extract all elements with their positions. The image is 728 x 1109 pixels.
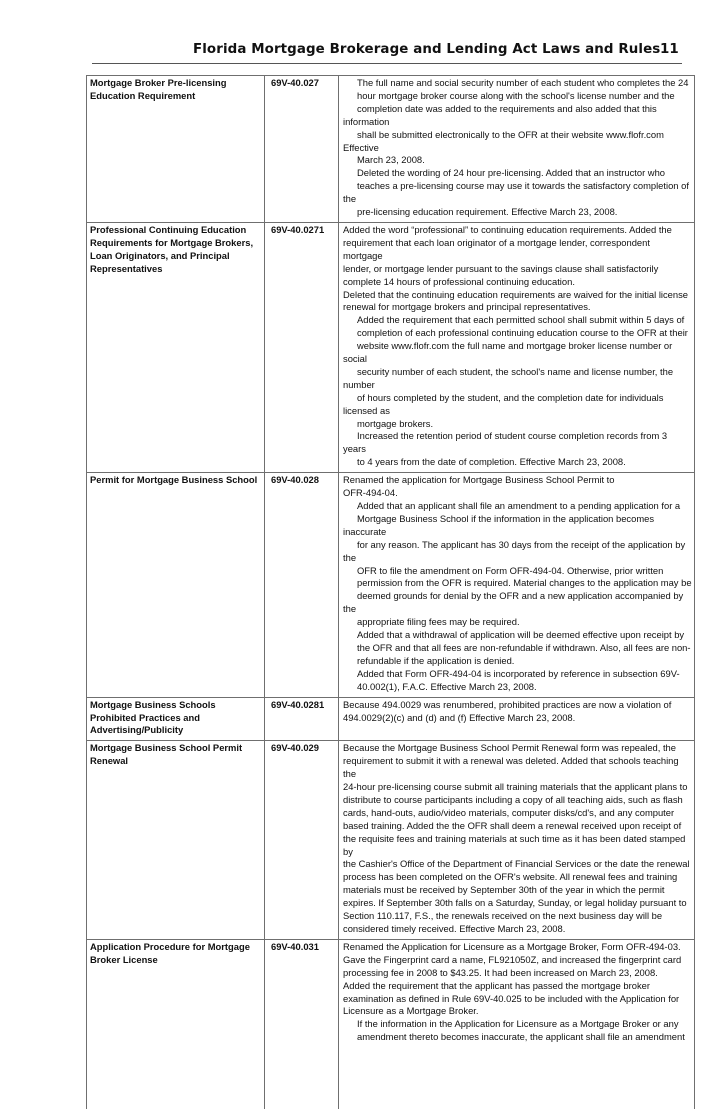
summary-line: deemed grounds for denial by the OFR and a new application accompanied by the: [343, 590, 692, 616]
rule-summary: [339, 939, 695, 1109]
rule-summary: [339, 741, 695, 940]
summary-line: the Cashier's Office of the Department of Financial Services or the date the renewal: [343, 858, 692, 871]
summary-line: completion date was added to the requirements and also added that this information: [343, 103, 692, 129]
summary-line: The full name and social security number of each student who completes the 24: [343, 77, 692, 90]
rule-number: 69V-40.0271: [265, 222, 339, 472]
rule-number: 69V-40.0281: [265, 697, 339, 741]
summary-line: complete 14 hours of professional continuing education.: [343, 276, 692, 289]
summary-line: materials must be received by September 30th of the year in which the permit: [343, 884, 692, 897]
rule-title-line: Permit for Mortgage Business School: [90, 474, 261, 487]
rule-number: 69V-40.029: [265, 741, 339, 940]
summary-line: to 4 years from the date of completion. Effective March 23, 2008.: [343, 456, 692, 469]
rule-summary: [339, 473, 695, 697]
summary-line: distribute to course participants including a copy of all teaching aids, such as flash: [343, 794, 692, 807]
summary-line: based training. Added the the OFR shall deem a renewal received upon receipt of: [343, 820, 692, 833]
summary-line: Mortgage Business School if the information in the application becomes inaccurate: [343, 513, 692, 539]
summary-paragraph: [343, 941, 692, 980]
rule-summary: [339, 222, 695, 472]
rule-title-line: Advertising/Publicity: [90, 724, 261, 737]
summary-line: Added the requirement that each permitted school shall submit within 5 days of: [343, 314, 692, 327]
summary-line: shall be submitted electronically to the OFR at their website www.flofr.com Effective: [343, 129, 692, 155]
rule-summary: [339, 76, 695, 223]
summary-line: Because 494.0029 was renumbered, prohibited practices are now a violation of: [343, 699, 692, 712]
summary-line: pre-licensing education requirement. Effective March 23, 2008.: [343, 206, 692, 219]
rule-title-line: Renewal: [90, 755, 261, 768]
summary-line: Licensure as a Mortgage Broker.: [343, 1005, 692, 1018]
rules-table-body: [87, 76, 695, 1109]
rule-number: 69V-40.031: [265, 939, 339, 1109]
rule-row: [87, 697, 695, 741]
summary-line: Added the word “professional” to continuing education requirements. Added the: [343, 224, 692, 237]
summary-line: OFR to file the amendment on Form OFR-494-04. Otherwise, prior written: [343, 565, 692, 578]
summary-line: the OFR and that all fees are non-refundable if withdrawn. Also, all fees are non-: [343, 642, 692, 655]
rule-summary: [339, 697, 695, 741]
summary-line: mortgage brokers.: [343, 418, 692, 431]
rule-row: [87, 741, 695, 940]
rules-summary-table: [86, 75, 695, 1109]
rule-number: 69V-40.028: [265, 473, 339, 697]
summary-line: teaches a pre-licensing course may use it towards the satisfactory completion of the: [343, 180, 692, 206]
summary-line: 40.002(1), F.A.C. Effective March 23, 2008.: [343, 681, 692, 694]
summary-paragraph: [343, 500, 692, 629]
summary-line: 494.0029(2)(c) and (d) and (f) Effective March 23, 2008.: [343, 712, 692, 725]
summary-paragraph: [343, 314, 692, 430]
rule-row: [87, 222, 695, 472]
summary-line: processing fee in 2008 to $43.25. It had been increased on March 23, 2008.: [343, 967, 692, 980]
summary-line: amendment thereto becomes inaccurate, the applicant shall file an amendment: [343, 1031, 692, 1044]
summary-line: completion of each professional continuing education course to the OFR at their: [343, 327, 692, 340]
summary-line: Increased the retention period of student course completion records from 3 years: [343, 430, 692, 456]
rule-row: [87, 76, 695, 223]
rule-title-line: Application Procedure for Mortgage: [90, 941, 261, 954]
rule-title-line: Mortgage Broker Pre-licensing: [90, 77, 261, 90]
summary-paragraph: [343, 1018, 692, 1044]
rule-title: [87, 697, 265, 741]
summary-line: Deleted the wording of 24 hour pre-licensing. Added that an instructor who: [343, 167, 692, 180]
page-header: [0, 42, 728, 64]
summary-line: security number of each student, the school's name and license number, the number: [343, 366, 692, 392]
rule-title: [87, 76, 265, 223]
summary-line: Renamed the application for Mortgage Business School Permit to: [343, 474, 692, 487]
summary-paragraph: [343, 629, 692, 668]
summary-paragraph: [343, 289, 692, 315]
summary-line: If the information in the Application for Licensure as a Mortgage Broker or any: [343, 1018, 692, 1031]
summary-line: cards, hand-outs, audio/video materials, computer disks/cd's, and any computer: [343, 807, 692, 820]
rule-title-line: Education Requirement: [90, 90, 261, 103]
summary-line: Section 110.117, F.S., the renewals received on the next business day will be: [343, 910, 692, 923]
rule-number: 69V-40.027: [265, 76, 339, 223]
summary-line: Gave the Fingerprint card a name, FL921050Z, and increased the fingerprint card: [343, 954, 692, 967]
summary-line: of hours completed by the student, and the completion date for individuals licensed as: [343, 392, 692, 418]
rule-title-line: Mortgage Business School Permit: [90, 742, 261, 755]
summary-paragraph: [343, 77, 692, 167]
rule-title-line: Professional Continuing Education: [90, 224, 261, 237]
rule-title-line: Requirements for Mortgage Brokers,: [90, 237, 261, 250]
summary-line: Added that a withdrawal of application will be deemed effective upon receipt by: [343, 629, 692, 642]
summary-line: 24-hour pre-licensing course submit all training materials that the applicant plans to: [343, 781, 692, 794]
summary-line: for any reason. The applicant has 30 days from the receipt of the application by the: [343, 539, 692, 565]
summary-paragraph: [343, 430, 692, 469]
summary-paragraph: [343, 474, 692, 500]
page-number: 11: [660, 42, 679, 57]
summary-line: requirement to submit it with a renewal was deleted. Added that schools teaching the: [343, 755, 692, 781]
rule-title-line: Broker License: [90, 954, 261, 967]
summary-line: Because the Mortgage Business School Permit Renewal form was repealed, the: [343, 742, 692, 755]
summary-line: OFR-494-04.: [343, 487, 692, 500]
page-title: Florida Mortgage Brokerage and Lending Act Laws and Rules: [193, 42, 660, 57]
summary-line: Added that an applicant shall file an amendment to a pending application for a: [343, 500, 692, 513]
rule-row: [87, 473, 695, 697]
rule-title: [87, 939, 265, 1109]
summary-paragraph: [343, 980, 692, 1019]
summary-line: permission from the OFR is required. Material changes to the application may be: [343, 577, 692, 590]
summary-line: Renamed the Application for Licensure as a Mortgage Broker, Form OFR-494-03.: [343, 941, 692, 954]
summary-line: March 23, 2008.: [343, 154, 692, 167]
summary-line: Added that Form OFR-494-04 is incorporated by reference in subsection 69V-: [343, 668, 692, 681]
rule-title-line: Prohibited Practices and: [90, 712, 261, 725]
header-rule: [92, 63, 682, 64]
summary-line: expires. If September 30th falls on a Saturday, Sunday, or legal holiday pursuant to: [343, 897, 692, 910]
summary-line: Deleted that the continuing education requirements are waived for the initial license: [343, 289, 692, 302]
summary-line: website www.flofr.com the full name and mortgage broker license number or social: [343, 340, 692, 366]
summary-line: the requisite fees and training materials at such time as it has been dated stamped by: [343, 833, 692, 859]
summary-line: Added the requirement that the applicant has passed the mortgage broker: [343, 980, 692, 993]
summary-line: considered timely received. Effective March 23, 2008.: [343, 923, 692, 936]
rule-title-line: Representatives: [90, 263, 261, 276]
summary-paragraph: [343, 167, 692, 219]
rule-title: [87, 473, 265, 697]
summary-line: lender, or mortgage lender pursuant to the savings clause shall satisfactorily: [343, 263, 692, 276]
rule-row: [87, 939, 695, 1109]
summary-line: refundable if the application is denied.: [343, 655, 692, 668]
summary-line: process has been completed on the OFR's website. All renewal fees and training: [343, 871, 692, 884]
summary-line: examination as defined in Rule 69V-40.025 to be included with the Application for: [343, 993, 692, 1006]
rule-title: [87, 222, 265, 472]
summary-paragraph: [343, 742, 692, 936]
rule-title-line: Loan Originators, and Principal: [90, 250, 261, 263]
summary-paragraph: [343, 224, 692, 289]
rule-title-line: Mortgage Business Schools: [90, 699, 261, 712]
rule-title: [87, 741, 265, 940]
summary-line: hour mortgage broker course along with the school's license number and the: [343, 90, 692, 103]
summary-line: appropriate filing fees may be required.: [343, 616, 692, 629]
summary-line: requirement that each loan originator of a mortgage lender, correspondent mortgage: [343, 237, 692, 263]
summary-paragraph: [343, 699, 692, 725]
summary-line: renewal for mortgage brokers and principal representatives.: [343, 301, 692, 314]
summary-paragraph: [343, 668, 692, 694]
